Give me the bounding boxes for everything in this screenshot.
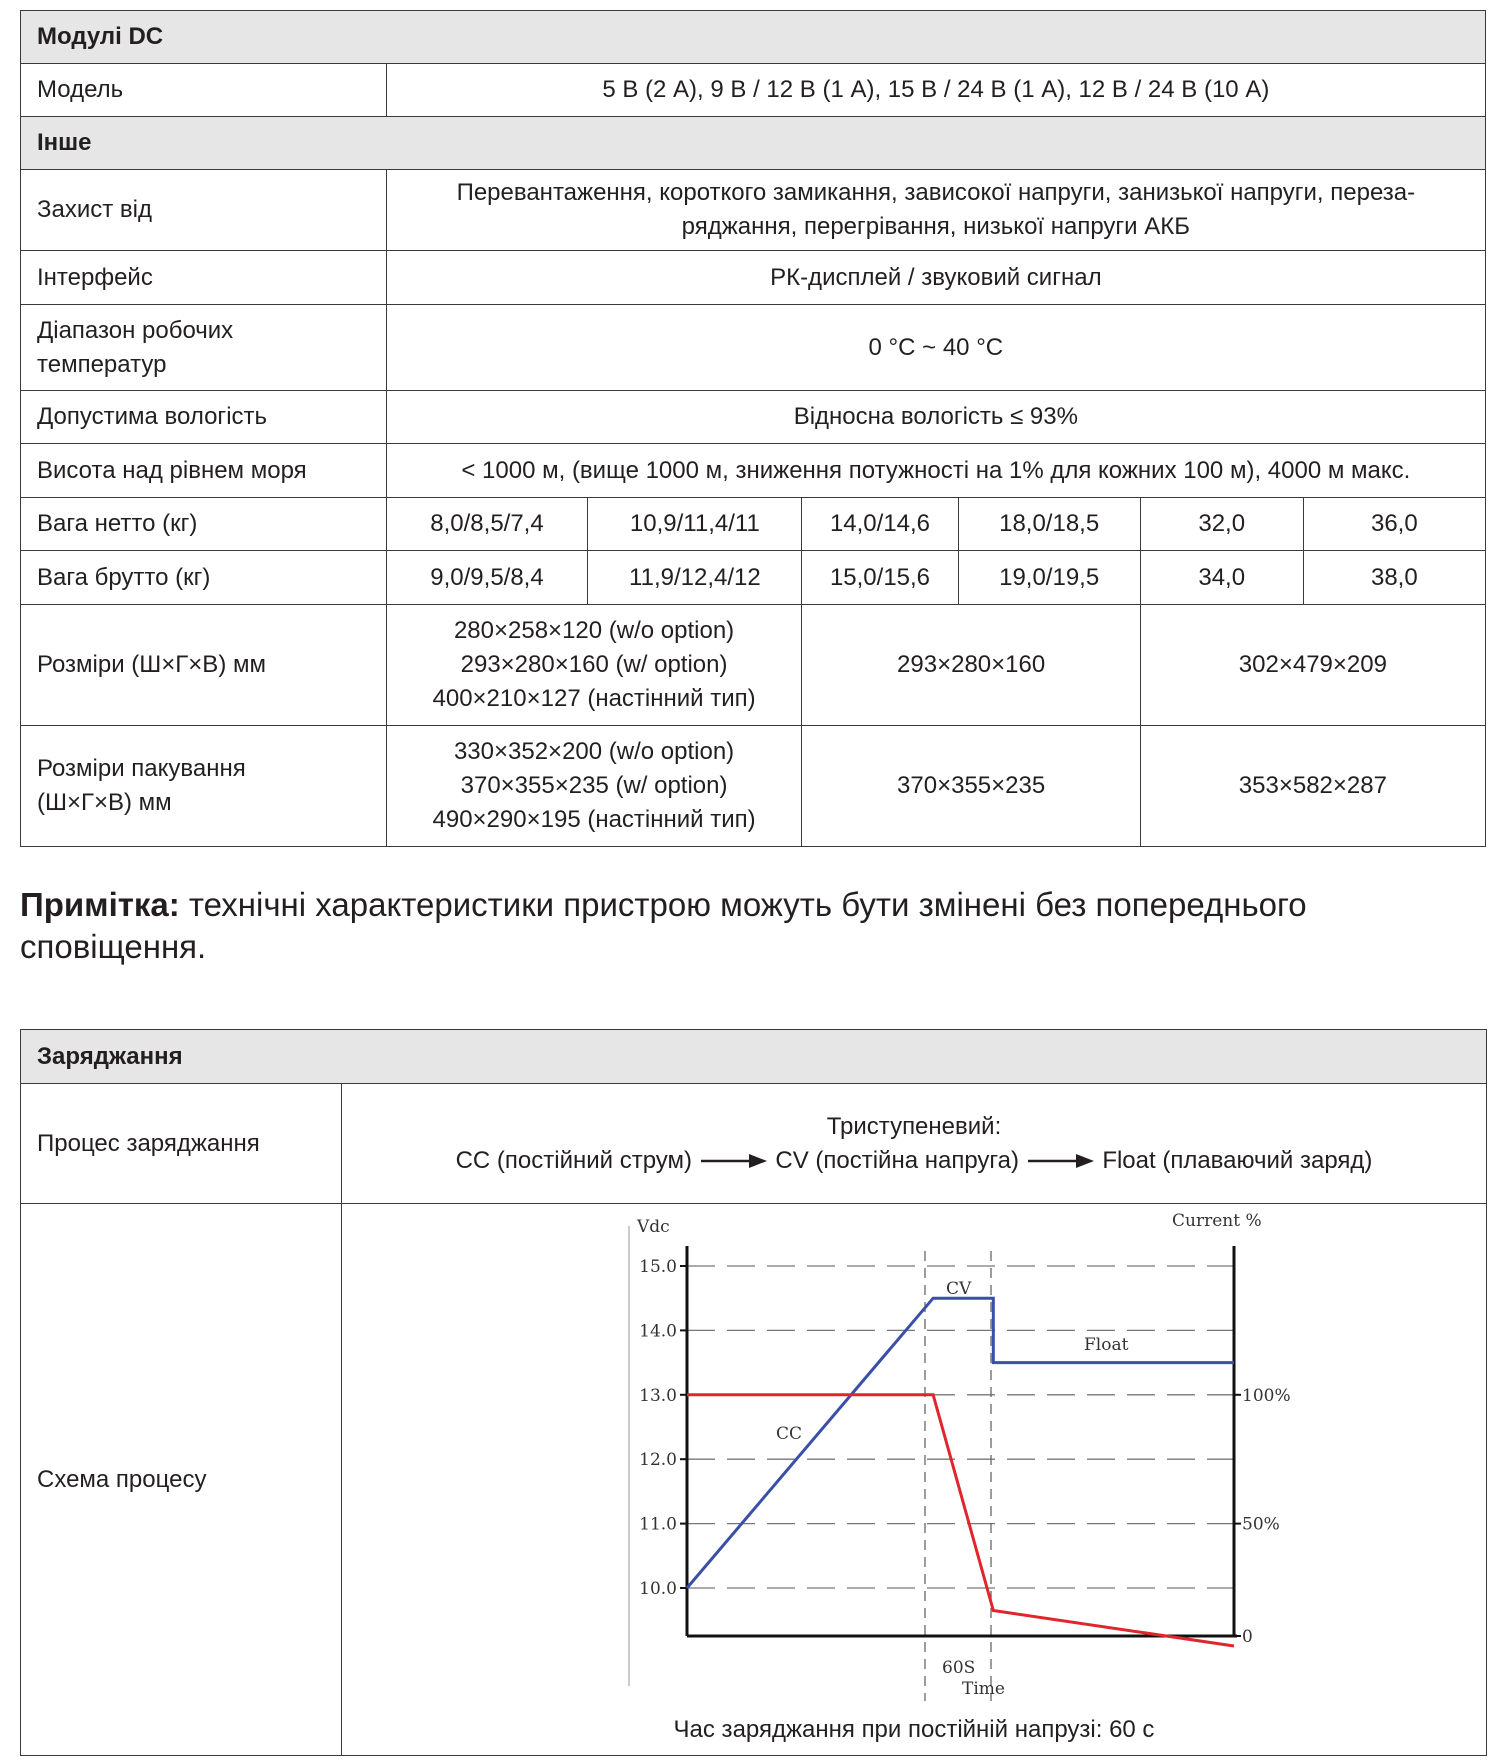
protection-line-1: Перевантаження, короткого замикання, зависокої напруги, занизької напруги, переза-	[456, 179, 1416, 206]
section-header-other: Інше	[21, 117, 1486, 170]
dimensions-cell-b: 293×280×160	[802, 605, 1140, 726]
gross-weight-cell: 38,0	[1303, 551, 1485, 605]
net-weight-cell: 36,0	[1303, 498, 1485, 551]
y-tick-label-left: 11.0	[639, 1514, 677, 1535]
temp-label-line-1: Діапазон робочих	[37, 316, 234, 344]
row-label-protection: Захист від	[21, 170, 387, 251]
row-label-net-weight: Вага нетто (кг)	[21, 498, 387, 551]
row-value-altitude: < 1000 м, (вище 1000 м, зниження потужності на 1% для кожних 100 м), 4000 м макс.	[386, 444, 1485, 498]
series-line-current	[687, 1394, 1234, 1645]
y-tick-label-left: 13.0	[639, 1385, 677, 1406]
row-value-interface: РК-дисплей / звуковий сигнал	[386, 251, 1485, 305]
arrow-right-icon	[699, 1151, 769, 1171]
spec-table-charging	[20, 1029, 1487, 1756]
gross-weight-cell: 9,0/9,5/8,4	[386, 551, 588, 605]
row-value-temperature: 0 °C ~ 40 °C	[386, 305, 1485, 391]
row-value-scheme	[342, 1204, 1487, 1756]
note-text: технічні характеристики пристрою можуть бути змінені без попереднього сповіщення.	[20, 886, 1307, 965]
row-label-package-dimensions	[21, 726, 387, 847]
row-label-charge-process: Процес заряджання	[21, 1084, 342, 1204]
net-weight-cell: 32,0	[1140, 498, 1303, 551]
pack-label-line-2: (Ш×Г×В) мм	[37, 789, 172, 816]
gross-weight-cell: 11,9/12,4/12	[588, 551, 802, 605]
pack-line: 330×352×200 (w/o option)	[453, 738, 735, 765]
process-stages	[358, 1144, 1470, 1178]
row-value-model: 5 В (2 A), 9 В / 12 В (1 A), 15 В / 24 В (1 A), 12 В / 24 В (10 A)	[386, 64, 1485, 117]
process-title: Триступеневий:	[826, 1112, 1002, 1140]
pack-label-line-1: Розміри пакування	[37, 755, 246, 782]
chart-container	[342, 1206, 1486, 1754]
package-cell-a	[386, 726, 802, 847]
row-label-model: Модель	[21, 64, 387, 117]
marker-label: 60S	[942, 1657, 976, 1678]
y-axis-left-label: Vdc	[637, 1216, 670, 1237]
charging-chart	[522, 1206, 1291, 1706]
protection-line-2: ряджання, перегрівання, низької напруги АКБ	[681, 213, 1190, 240]
y-tick-label-right: 100%	[1242, 1385, 1291, 1406]
row-label-temperature	[21, 305, 387, 391]
package-cell-c: 353×582×287	[1140, 726, 1485, 847]
annotation-cv: CV	[946, 1278, 972, 1299]
net-weight-cell: 14,0/14,6	[802, 498, 958, 551]
chart-caption: Час заряджання при постійній напрузі: 60 с	[673, 1715, 1155, 1743]
series-line-voltage	[687, 1298, 1234, 1588]
note-paragraph	[20, 884, 1460, 968]
x-axis-label: Time	[962, 1678, 1005, 1699]
arrow-right-icon	[1026, 1151, 1096, 1171]
row-label-dimensions: Розміри (Ш×Г×В) мм	[21, 605, 387, 726]
dimensions-cell-a	[386, 605, 802, 726]
row-label-humidity: Допустима вологість	[21, 391, 387, 444]
gross-weight-cell: 34,0	[1140, 551, 1303, 605]
stage-cc: CC (постійний струм)	[455, 1146, 693, 1174]
net-weight-cell: 18,0/18,5	[958, 498, 1140, 551]
row-label-scheme: Схема процесу	[21, 1204, 342, 1756]
stage-cv: CV (постійна напруга)	[775, 1146, 1019, 1174]
note-label: Примітка:	[20, 886, 180, 923]
y-axis-right-label: Current %	[1172, 1210, 1262, 1231]
y-tick-label-left: 10.0	[639, 1578, 677, 1599]
net-weight-cell: 8,0/8,5/7,4	[386, 498, 588, 551]
pack-line: 490×290×195 (настінний тип)	[432, 806, 756, 833]
y-tick-label-right: 50%	[1242, 1514, 1280, 1535]
gross-weight-cell: 15,0/15,6	[802, 551, 958, 605]
chart-grid	[687, 1266, 1234, 1588]
package-cell-b: 370×355×235	[802, 726, 1140, 847]
gross-weight-cell: 19,0/19,5	[958, 551, 1140, 605]
y-tick-label-left: 14.0	[639, 1320, 677, 1341]
dims-line: 400×210×127 (настінний тип)	[432, 685, 756, 712]
row-label-interface: Інтерфейс	[21, 251, 387, 305]
row-label-altitude: Висота над рівнем моря	[21, 444, 387, 498]
temp-label-line-2: температур	[37, 350, 167, 378]
annotation-float: Float	[1084, 1334, 1129, 1355]
spec-table-general	[20, 10, 1486, 847]
row-label-gross-weight: Вага брутто (кг)	[21, 551, 387, 605]
section-header-dc: Модулі DC	[21, 11, 1486, 64]
dims-line: 293×280×160 (w/ option)	[460, 651, 728, 678]
dimensions-cell-c: 302×479×209	[1140, 605, 1485, 726]
y-tick-label-left: 15.0	[639, 1256, 677, 1277]
row-value-protection	[386, 170, 1485, 251]
y-tick-label-right: 0	[1242, 1626, 1253, 1647]
net-weight-cell: 10,9/11,4/11	[588, 498, 802, 551]
row-value-charge-process	[342, 1084, 1487, 1204]
chart-series	[687, 1298, 1234, 1646]
annotation-cc: CC	[776, 1423, 803, 1444]
y-tick-label-left: 12.0	[639, 1449, 677, 1470]
dims-line: 280×258×120 (w/o option)	[453, 617, 735, 644]
row-value-humidity: Відносна вологість ≤ 93%	[386, 391, 1485, 444]
pack-line: 370×355×235 (w/ option)	[460, 772, 728, 799]
section-header-charging: Заряджання	[21, 1030, 1487, 1084]
stage-float: Float (плаваючий заряд)	[1102, 1146, 1373, 1174]
